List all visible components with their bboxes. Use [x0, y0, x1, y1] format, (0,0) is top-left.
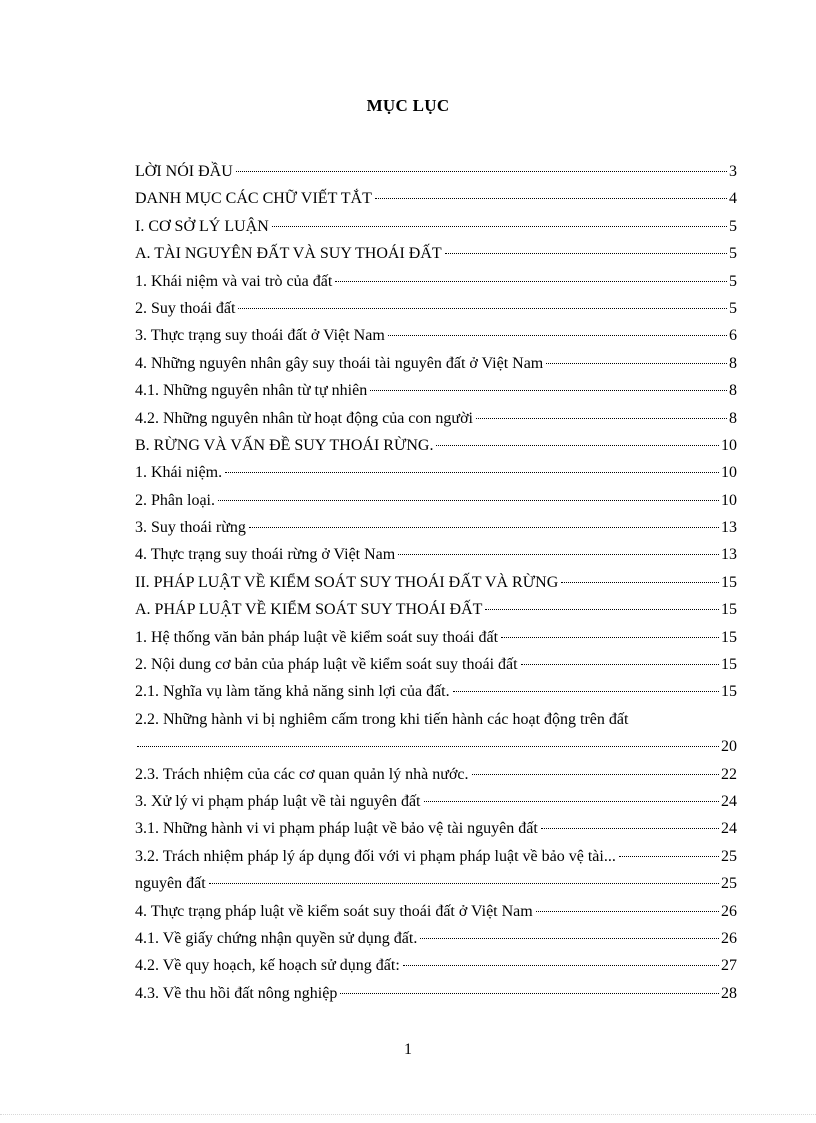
- toc-dot-leader: [501, 637, 719, 638]
- toc-entry: [135, 843, 737, 870]
- toc-entry: [135, 980, 737, 1007]
- toc-entry: [135, 815, 737, 842]
- toc-entry-label: A. PHÁP LUẬT VỀ KIỂM SOÁT SUY THOÁI ĐẤT: [135, 601, 483, 619]
- toc-entry: [135, 651, 737, 678]
- toc-dot-leader: [340, 993, 719, 994]
- toc-entry-page: 26: [721, 902, 737, 920]
- toc-entry-label: 1. Khái niệm và vai trò của đất: [135, 272, 333, 290]
- toc-entry: [135, 350, 737, 377]
- toc-entry-label: 2. Phân loại.: [135, 491, 215, 509]
- toc-entry-page: 5: [729, 299, 737, 317]
- toc-entry: [135, 952, 737, 979]
- toc-dot-leader: [472, 774, 720, 775]
- toc-entry-page: 15: [721, 601, 737, 619]
- toc-entry: [135, 706, 737, 733]
- toc-entry-page: 15: [721, 573, 737, 591]
- toc-dot-leader: [420, 938, 719, 939]
- toc-entry-label: 3. Xử lý vi phạm pháp luật về tài nguyên đất: [135, 792, 421, 810]
- toc-entry-label: A. TÀI NGUYÊN ĐẤT VÀ SUY THOÁI ĐẤT: [135, 245, 442, 263]
- toc-entry-page: 27: [721, 957, 737, 975]
- toc-entry-page: 15: [721, 628, 737, 646]
- toc-dot-leader: [403, 965, 719, 966]
- toc-entry-page: 13: [721, 519, 737, 537]
- toc-entry-page: 10: [721, 491, 737, 509]
- toc-entry-page: 8: [729, 382, 737, 400]
- toc-dot-leader: [436, 445, 719, 446]
- toc-entry-page: 20: [721, 738, 737, 756]
- toc-entry-page: 4: [729, 190, 737, 208]
- toc-entry-page: 3: [729, 163, 737, 180]
- toc-dot-leader: [619, 856, 719, 857]
- toc-dot-leader: [476, 418, 727, 419]
- toc-entry-label: 2.1. Nghĩa vụ làm tăng khả năng sinh lợi của đất.: [135, 683, 450, 701]
- toc-entry: [135, 678, 737, 705]
- toc-entry: [135, 514, 737, 541]
- page-bottom-divider: [0, 1114, 816, 1115]
- toc-entry: [135, 158, 737, 185]
- toc-entry-page: 8: [729, 354, 737, 372]
- toc-dot-leader: [546, 363, 727, 364]
- toc-entry-label: 4. Thực trạng pháp luật về kiểm soát suy thoái đất ở Việt Nam: [135, 902, 533, 920]
- toc-entry-page: 10: [721, 464, 737, 482]
- toc-entry-label: 3.2. Trách nhiệm pháp lý áp dụng đối với vi phạm pháp luật về bảo vệ tài...: [135, 847, 616, 865]
- toc-entry-label: 4.1. Về giấy chứng nhận quyền sử dụng đất.: [135, 929, 418, 947]
- toc-dot-leader: [272, 226, 727, 227]
- toc-dot-leader: [541, 828, 719, 829]
- toc-dot-leader: [453, 691, 719, 692]
- toc-entry-page: 13: [721, 546, 737, 564]
- toc-entry-page: 15: [721, 656, 737, 674]
- toc-dot-leader: [137, 746, 719, 747]
- toc-dot-leader: [225, 472, 719, 473]
- toc-entry-label: 4.3. Về thu hồi đất nông nghiệp: [135, 984, 338, 1002]
- toc-dot-leader: [485, 609, 719, 610]
- toc-entry: [135, 377, 737, 404]
- toc-entry-label: 1. Hệ thống văn bản pháp luật về kiểm soát suy thoái đất: [135, 628, 499, 646]
- toc-entry-page: 6: [729, 327, 737, 345]
- toc-entry-page: 22: [721, 765, 737, 783]
- toc-entry: [135, 213, 737, 240]
- toc-entry-label: 2. Nội dung cơ bản của pháp luật về kiểm soát suy thoái đất: [135, 656, 518, 674]
- toc-entry-label: I. CƠ SỞ LÝ LUẬN: [135, 217, 269, 235]
- toc-entry: [135, 459, 737, 486]
- page-number: 1: [404, 1041, 412, 1058]
- toc-entry-label: 1. Khái niệm.: [135, 464, 223, 482]
- toc-entry-label: II. PHÁP LUẬT VỀ KIỂM SOÁT SUY THOÁI ĐẤT VÀ RỪNG: [135, 573, 559, 591]
- toc-entry: [135, 295, 737, 322]
- toc-entry: [135, 268, 737, 295]
- toc-entry-label: LỜI NÓI ĐẦU: [135, 163, 233, 180]
- toc-entry: [135, 624, 737, 651]
- toc-entry-page: 5: [729, 272, 737, 290]
- toc-entry-page: 10: [721, 436, 737, 454]
- page-title: MỤC LỤC: [366, 96, 450, 115]
- toc-entry-label: 4.2. Những nguyên nhân từ hoạt động của con người: [135, 409, 473, 427]
- toc-dot-leader: [375, 198, 727, 199]
- toc-entry-page: 26: [721, 929, 737, 947]
- toc-dot-leader: [388, 335, 727, 336]
- toc-entry-label: 3.1. Những hành vi vi phạm pháp luật về bảo vệ tài nguyên đất: [135, 820, 538, 838]
- toc-entry: [135, 240, 737, 267]
- toc-entry-label: DANH MỤC CÁC CHỮ VIẾT TẮT: [135, 190, 372, 208]
- toc-dot-leader: [398, 554, 719, 555]
- toc-entry-page: 24: [721, 820, 737, 838]
- toc-entry: [135, 761, 737, 788]
- toc-entry: [135, 569, 737, 596]
- toc-entry: [135, 322, 737, 349]
- toc-dot-leader: [236, 171, 727, 172]
- toc-entry: [135, 898, 737, 925]
- toc-entry-page: 25: [721, 847, 737, 865]
- toc-dot-leader: [218, 500, 719, 501]
- toc-entry-label: 3. Thực trạng suy thoái đất ở Việt Nam: [135, 327, 385, 345]
- toc-entry: [135, 432, 737, 459]
- toc-entry-label: 2. Suy thoái đất: [135, 299, 236, 317]
- toc-dot-leader: [370, 390, 727, 391]
- toc-dot-leader: [445, 253, 727, 254]
- toc-entry: [135, 788, 737, 815]
- toc-entry-label: 4.1. Những nguyên nhân từ tự nhiên: [135, 382, 368, 400]
- toc-entry-page: 24: [721, 792, 737, 810]
- toc-entry-page: 28: [721, 984, 737, 1002]
- toc-entry: [135, 870, 737, 897]
- toc-entry: [135, 405, 737, 432]
- toc-entry-page: 5: [729, 217, 737, 235]
- toc-entry-label: 2.3. Trách nhiệm của các cơ quan quản lý nhà nước.: [135, 765, 469, 783]
- toc-entry-page: 5: [729, 245, 737, 263]
- toc-entry-label: 2.2. Những hành vi bị nghiêm cấm trong khi tiến hành các hoạt động trên đất: [135, 710, 629, 728]
- toc-entry-page: 25: [721, 875, 737, 893]
- toc-dot-leader: [238, 308, 727, 309]
- toc-dot-leader: [561, 582, 719, 583]
- table-of-contents: [135, 158, 737, 1007]
- toc-entry: [135, 925, 737, 952]
- toc-entry: [135, 733, 737, 760]
- toc-entry: [135, 185, 737, 212]
- toc-entry-page: 15: [721, 683, 737, 701]
- toc-entry: [135, 596, 737, 623]
- toc-dot-leader: [536, 911, 719, 912]
- toc-entry-label: 3. Suy thoái rừng: [135, 519, 246, 537]
- toc-entry-label: 4. Thực trạng suy thoái rừng ở Việt Nam: [135, 546, 396, 564]
- toc-dot-leader: [521, 664, 719, 665]
- toc-entry-label: 4.2. Về quy hoạch, kế hoạch sử dụng đất:: [135, 957, 400, 975]
- toc-entry: [135, 487, 737, 514]
- toc-entry-label: nguyên đất: [135, 875, 206, 893]
- toc-dot-leader: [335, 281, 727, 282]
- toc-entry-label: B. RỪNG VÀ VẤN ĐỀ SUY THOÁI RỪNG.: [135, 436, 434, 454]
- toc-dot-leader: [424, 801, 720, 802]
- toc-entry: [135, 541, 737, 568]
- toc-dot-leader: [249, 527, 719, 528]
- toc-dot-leader: [209, 883, 719, 884]
- toc-entry-page: 8: [729, 409, 737, 427]
- toc-entry-label: 4. Những nguyên nhân gây suy thoái tài nguyên đất ở Việt Nam: [135, 354, 544, 372]
